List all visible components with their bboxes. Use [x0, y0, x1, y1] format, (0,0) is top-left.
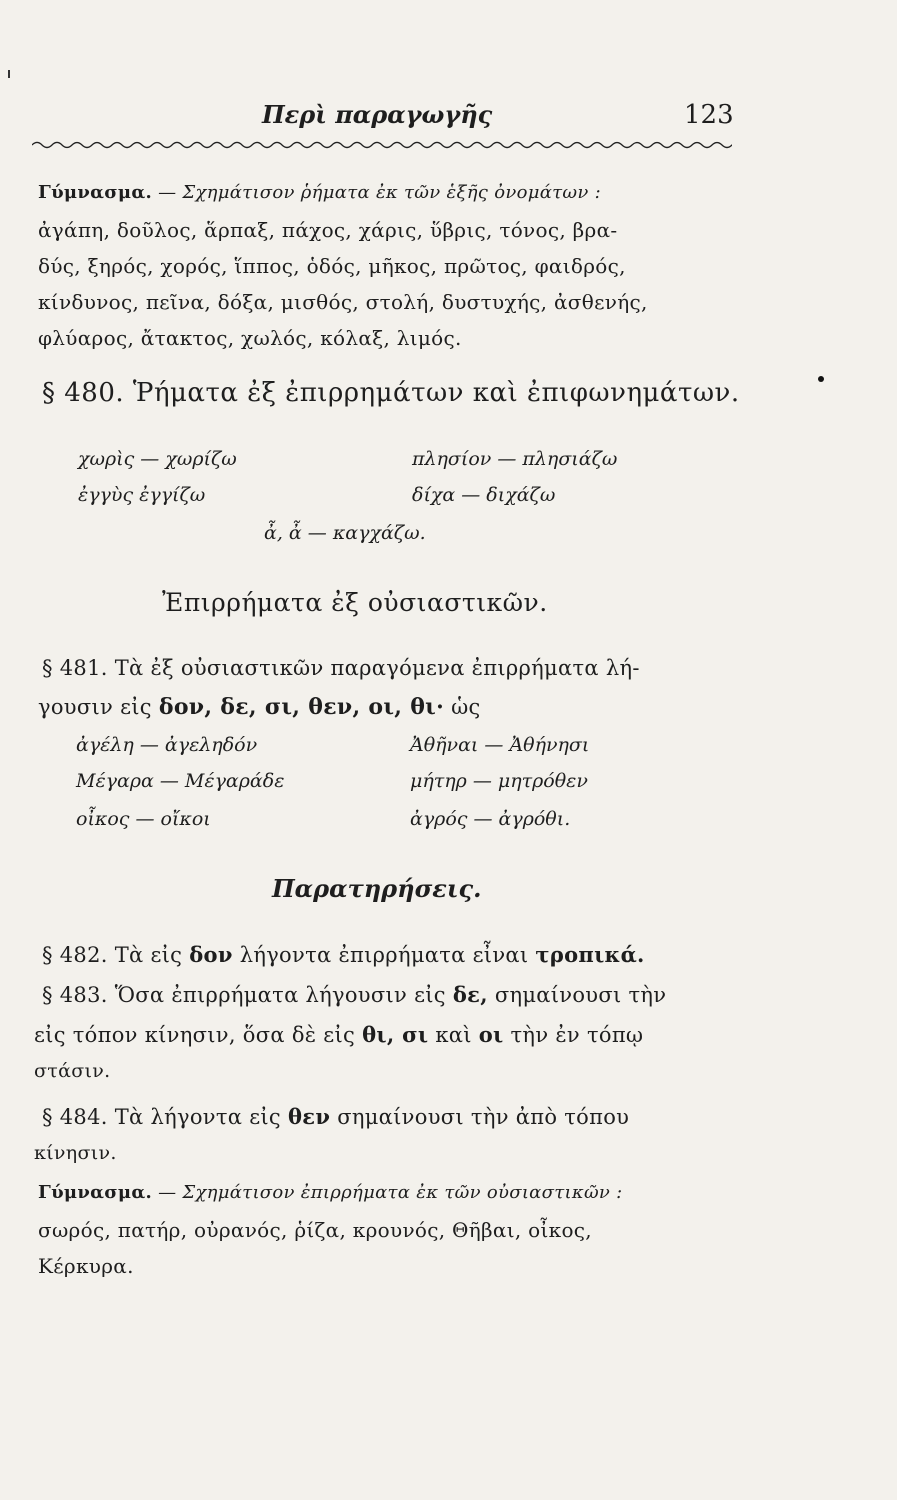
example-right: δίχα — διχάζω: [412, 484, 556, 506]
subheading-observations: Παρατηρήσεις.: [272, 874, 482, 903]
example-center: ἆ, ἆ — καγχάζω.: [264, 522, 426, 544]
example-left: Μέγαρα — Μέγαράδε: [76, 770, 285, 792]
section-482-bold: δον: [189, 942, 233, 967]
exercise-1-line: φλύαρος, ἄτακτος, χωλός, κόλαξ, λιμός.: [38, 326, 462, 350]
wavy-header-rule: [32, 140, 732, 150]
section-482: [42, 942, 645, 967]
section-484-line: κίνησιν.: [34, 1142, 117, 1164]
exercise-1-line: κίνδυνος, πεῖνα, δόξα, μισθός, στολή, δυστυχής, ἀσθενής,: [38, 290, 648, 314]
example-right: πλησίον — πλησιάζω: [412, 448, 618, 470]
example-left: οἶκος — οἴκοι: [76, 808, 211, 830]
section-483-tail: τὴν ἐν τόπῳ: [510, 1023, 644, 1047]
example-left: ἐγγὺς ἐγγίζω: [78, 484, 206, 506]
section-483-tail: σημαίνουσι τὴν: [494, 983, 667, 1007]
exercise-2-line: σωρός, πατήρ, οὐρανός, ῥίζα, κρουνός, Θῆβαι, οἶκος,: [38, 1218, 592, 1242]
section-483-line: στάσιν.: [34, 1060, 111, 1082]
example-left: χωρὶς — χωρίζω: [78, 448, 237, 470]
margin-mark: [8, 70, 10, 78]
exercise-1-heading: [38, 182, 601, 203]
section-480-heading: § 480. Ῥήματα ἐξ ἐπιρρημάτων καὶ ἐπιφωνημάτων.: [42, 378, 740, 408]
exercise-2-label: Γύμνασμα.: [38, 1182, 153, 1203]
section-482-text2: λήγοντα ἐπιρρήματα εἶναι: [239, 943, 529, 967]
section-482-bold2: τροπικά.: [535, 942, 645, 967]
section-483-mid: καὶ: [435, 1023, 472, 1047]
exercise-2-heading: [38, 1182, 623, 1203]
example-right: ἀγρός — ἀγρόθι.: [410, 808, 571, 830]
section-481-text: γουσιν εἰς: [38, 695, 152, 719]
section-484-text: § 484. Τὰ λήγοντα εἰς: [42, 1105, 281, 1129]
section-483-line: [34, 1022, 643, 1047]
example-right: Ἀθῆναι — Ἀθήνησι: [410, 734, 590, 756]
exercise-2-line: Κέρκυρα.: [38, 1254, 134, 1278]
section-484-line: [42, 1104, 629, 1129]
section-483-text: § 483. Ὅσα ἐπιρρήματα λήγουσιν εἰς: [42, 983, 446, 1007]
subheading-adverbs-from-nouns: Ἐπιρρήματα ἐξ οὐσιαστικῶν.: [162, 588, 548, 617]
running-header-title: Περὶ παραγωγῆς: [262, 100, 493, 129]
example-right: μήτηρ — μητρόθεν: [410, 770, 588, 792]
exercise-1-line: ἀγάπη, δοῦλος, ἅρπαξ, πάχος, χάρις, ὕβρις, τόνος, βρα-: [38, 218, 618, 242]
exercise-1-label: Γύμνασμα.: [38, 182, 153, 203]
exercise-1-line: δύς, ξηρός, χορός, ἵππος, ὁδός, μῆκος, πρῶτος, φαιδρός,: [38, 254, 626, 278]
section-483-bold: δε,: [452, 982, 488, 1007]
margin-dot: [818, 376, 824, 382]
section-481-endings: δον, δε, σι, θεν, οι, θι·: [158, 694, 445, 720]
section-481-tail: ὡς: [451, 695, 481, 719]
exercise-1-instruction: — Σχημάτισον ῥήματα ἐκ τῶν ἑξῆς ὀνομάτων :: [158, 182, 602, 203]
section-483-bold: οι: [478, 1022, 504, 1047]
section-484-tail: σημαίνουσι τὴν ἀπὸ τόπου: [337, 1105, 630, 1129]
section-481-line: [38, 694, 481, 720]
section-483-bold: θι, σι: [362, 1022, 429, 1047]
section-482-text: § 482. Τὰ εἰς: [42, 943, 183, 967]
section-484-bold: θεν: [287, 1104, 331, 1129]
page-number: 123: [684, 100, 734, 130]
section-483-text: εἰς τόπον κίνησιν, ὅσα δὲ εἰς: [34, 1023, 356, 1047]
section-483-line: [42, 982, 666, 1007]
example-left: ἀγέλη — ἀγεληδόν: [76, 734, 258, 756]
section-481-line: § 481. Τὰ ἐξ οὐσιαστικῶν παραγόμενα ἐπιρρήματα λή-: [42, 656, 640, 680]
exercise-2-instruction: — Σχημάτισον ἐπιρρήματα ἐκ τῶν οὐσιαστικῶν :: [158, 1182, 623, 1203]
